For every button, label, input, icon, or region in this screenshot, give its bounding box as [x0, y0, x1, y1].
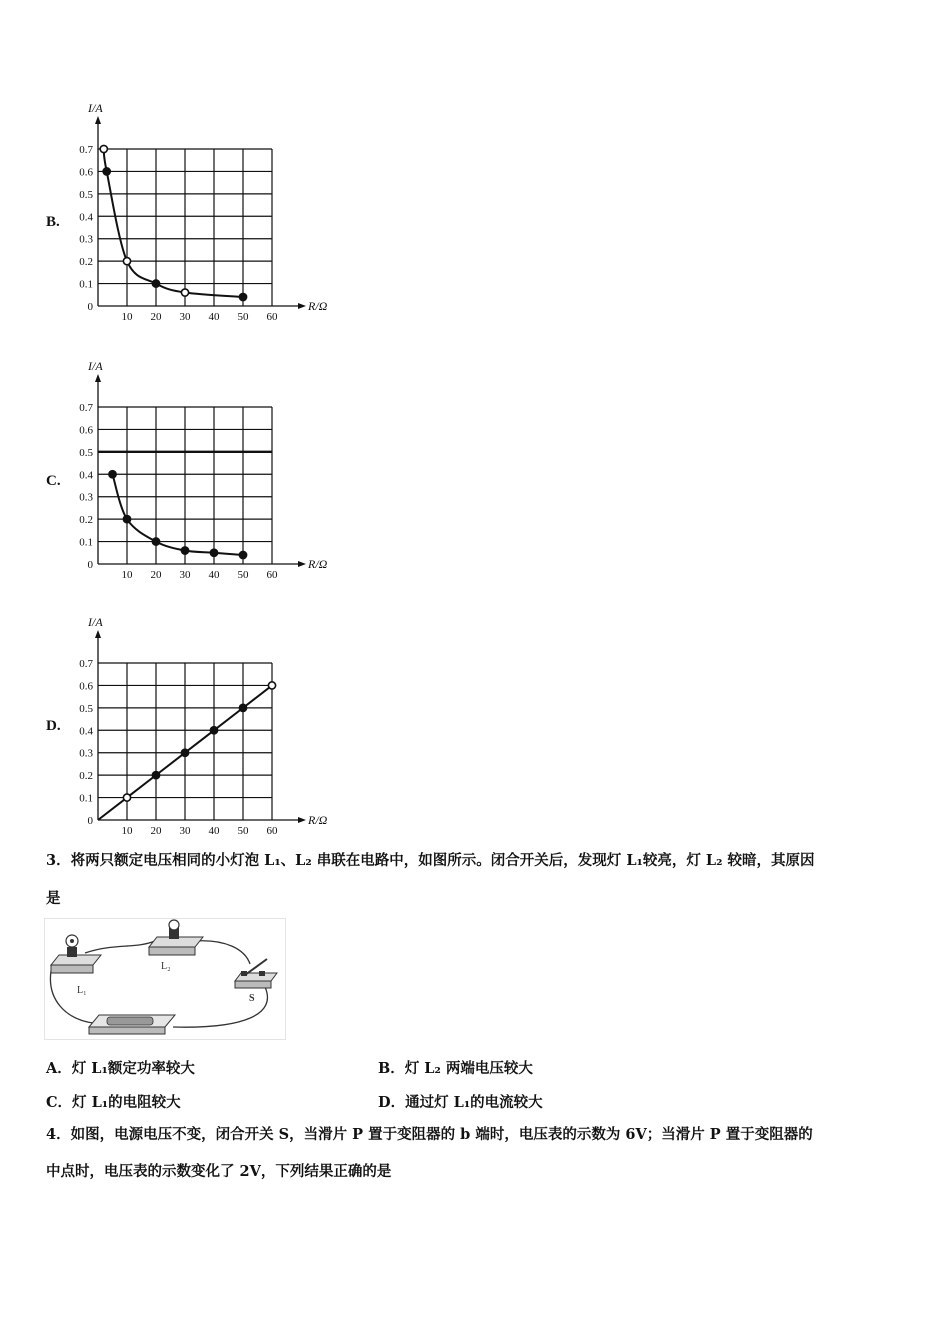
- y-tick-label: 0.7: [79, 144, 93, 156]
- x-tick-label: 60: [266, 825, 278, 837]
- y-axis-arrow: [95, 630, 101, 638]
- graph-d-svg: [0, 514, 400, 854]
- graph-d: [0, 514, 400, 858]
- x-tick-label: 40: [208, 569, 220, 581]
- switch-s: [235, 959, 277, 988]
- lamp-l2: [149, 920, 203, 955]
- x-tick-label: 20: [150, 569, 162, 581]
- q3-option-c[interactable]: C．灯 L₁的电阻较大: [46, 1094, 181, 1111]
- data-point: [100, 145, 107, 152]
- y-tick-label: 0.2: [79, 256, 93, 269]
- x-tick-label: 50: [237, 311, 249, 323]
- y-tick-label: 0: [87, 815, 93, 827]
- y-axis-label: I/A: [88, 101, 103, 115]
- data-point: [181, 749, 188, 756]
- lamp-l1-label: L₁: [77, 985, 87, 996]
- x-axis-label: R/Ω: [308, 299, 328, 313]
- data-point: [152, 772, 159, 779]
- y-tick-label: 0.1: [79, 278, 93, 291]
- y-tick-label: 0: [87, 559, 93, 571]
- option-c-label: C.: [46, 473, 61, 489]
- data-point: [210, 727, 217, 734]
- q3-option-d[interactable]: D．通过灯 L₁的电流较大: [378, 1094, 543, 1111]
- y-tick-label: 0.1: [79, 536, 93, 549]
- battery-box: [89, 1015, 175, 1034]
- y-tick-label: 0: [87, 301, 93, 313]
- data-point: [268, 682, 275, 689]
- y-axis-arrow: [95, 116, 101, 124]
- x-tick-label: 20: [150, 825, 162, 837]
- y-tick-label: 0.4: [79, 211, 93, 224]
- x-tick-label: 30: [179, 569, 191, 581]
- x-tick-label: 50: [237, 825, 249, 837]
- q3-text-line2: 是: [46, 890, 61, 907]
- x-tick-label: 30: [179, 311, 191, 323]
- y-tick-label: 0.6: [79, 680, 93, 693]
- switch-label: S: [249, 993, 255, 1004]
- y-axis-label: I/A: [88, 615, 103, 629]
- y-tick-label: 0.5: [79, 188, 93, 201]
- y-axis-arrow: [95, 374, 101, 382]
- x-tick-label: 50: [237, 569, 249, 581]
- data-point: [123, 794, 130, 801]
- q4-text-line1: 4．如图，电源电压不变，闭合开关 S，当滑片 P 置于变阻器的 b 端时，电压表的示数为 6V；当滑片 P 置于变阻器的: [46, 1126, 813, 1143]
- x-tick-label: 10: [121, 311, 133, 323]
- y-tick-label: 0.3: [79, 491, 93, 504]
- x-tick-label: 20: [150, 311, 162, 323]
- y-tick-label: 0.1: [79, 792, 93, 805]
- y-tick-label: 0.4: [79, 469, 93, 482]
- y-axis-label: I/A: [88, 359, 103, 373]
- q3-option-a[interactable]: A．灯 L₁额定功率较大: [46, 1060, 195, 1077]
- y-tick-label: 0.3: [79, 747, 93, 760]
- x-tick-label: 40: [208, 311, 220, 323]
- option-b-label: B.: [46, 214, 60, 230]
- y-tick-label: 0.7: [79, 658, 93, 670]
- data-point: [109, 471, 116, 478]
- y-tick-label: 0.2: [79, 770, 93, 783]
- y-tick-label: 0.3: [79, 233, 93, 246]
- y-tick-label: 0.2: [79, 514, 93, 527]
- x-tick-label: 60: [266, 569, 278, 581]
- q3-option-b[interactable]: B．灯 L₂ 两端电压较大: [378, 1060, 533, 1077]
- x-axis-label: R/Ω: [308, 813, 328, 827]
- x-tick-label: 40: [208, 825, 220, 837]
- lamp-l1: [51, 935, 101, 973]
- x-tick-label: 10: [121, 825, 133, 837]
- circuit-figure: [44, 918, 286, 1040]
- y-tick-label: 0.5: [79, 446, 93, 459]
- data-point: [103, 168, 110, 175]
- y-tick-label: 0.6: [79, 166, 93, 179]
- option-d-label: D.: [46, 718, 61, 734]
- x-axis-label: R/Ω: [308, 557, 328, 571]
- q3-text-line1: 3．将两只额定电压相同的小灯泡 L₁、L₂ 串联在电路中，如图所示。闭合开关后，发现灯 L₁较亮，灯 L₂ 较暗，其原因: [46, 852, 815, 869]
- x-tick-label: 60: [266, 311, 278, 323]
- q4-text-line2: 中点时，电压表的示数变化了 2V，下列结果正确的是: [46, 1163, 392, 1180]
- y-tick-label: 0.7: [79, 402, 93, 414]
- data-point: [239, 704, 246, 711]
- y-tick-label: 0.6: [79, 424, 93, 437]
- x-tick-label: 10: [121, 569, 133, 581]
- lamp-l2-label: L₂: [161, 961, 171, 972]
- y-tick-label: 0.4: [79, 725, 93, 738]
- x-axis-arrow: [298, 817, 306, 823]
- y-tick-label: 0.5: [79, 702, 93, 715]
- x-tick-label: 30: [179, 825, 191, 837]
- circuit-diagram: [45, 919, 285, 1039]
